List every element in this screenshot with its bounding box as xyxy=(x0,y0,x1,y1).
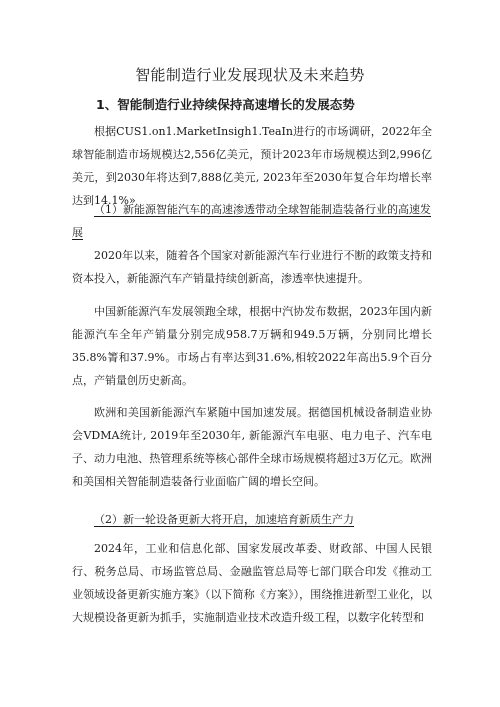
paragraph-europe-us: 欧洲和美国新能源汽车紧随中国加速发展。据德国机械设备制造业协会VDMA统计, 2019年至2030年, 新能源汽车电驱、电力电子、汽车电子、动力电池、热管理系统等核心部件全球市场规模将超过3万亿元。欧洲和美国相关智能制造装备行业面临广阔的增长空间。 xyxy=(72,406,432,488)
paragraph-market-size: 根据CUS1.on1.MarketInsigh1.TeaIn进行的市场调研，2022年全球智能制造市场规模达2,556亿美元，预计2023年市场规模达到2,996亿美元，到2030年将达到7,888亿美元, 2023年至2030年复合年均增长率达到14.1%» xyxy=(72,125,432,207)
section-heading-1: 1、智能制造行业持续保持高速增长的发展态势 xyxy=(96,97,355,112)
document-title: 智能制造行业发展现状及未来趋势 xyxy=(135,66,365,84)
paragraph-china-nev: 中国新能源汽车发展领跑全球，根据中汽协发布数据，2023年国内新能源汽车全年产销量分别完成958.7万辆和949.5万辆，分别同比增长35.8%箐和37.9%。市场占有率达到31.6%,相较2022年高出5.9个百分点，产销量创历史新高。 xyxy=(72,305,432,387)
subsection-heading-2-text: （2）新一轮设备更新大将开启，加速培育新质生产力 xyxy=(94,513,354,526)
subsection-heading-1 xyxy=(72,198,432,244)
subsection-heading-1-text: （1）新能源智能汽车的高速渗透带动全球智能制造装备行业的高速发展 xyxy=(72,203,431,239)
subsection-heading-2 xyxy=(72,508,432,531)
paragraph-policy-support: 2020年以来，随着各个国家对新能源汽车行业进行不断的政策支持和资本投入，新能源汽车产销量持续创新高，渗透率快速提升。 xyxy=(72,249,432,285)
paragraph-equipment-renewal: 2024年，工业和信息化部、国家发展改革委、财政部、中国人民银行、税务总局、市场监管总局、金融监管总局等七部门联合印发《推动工业领域设备更新实施方案》（以下简称《方案》），围绕推进新型工业化，以大规模设备更新为抓手，实施制造业技术改造升级工程，以数字化转型和 xyxy=(72,542,432,624)
